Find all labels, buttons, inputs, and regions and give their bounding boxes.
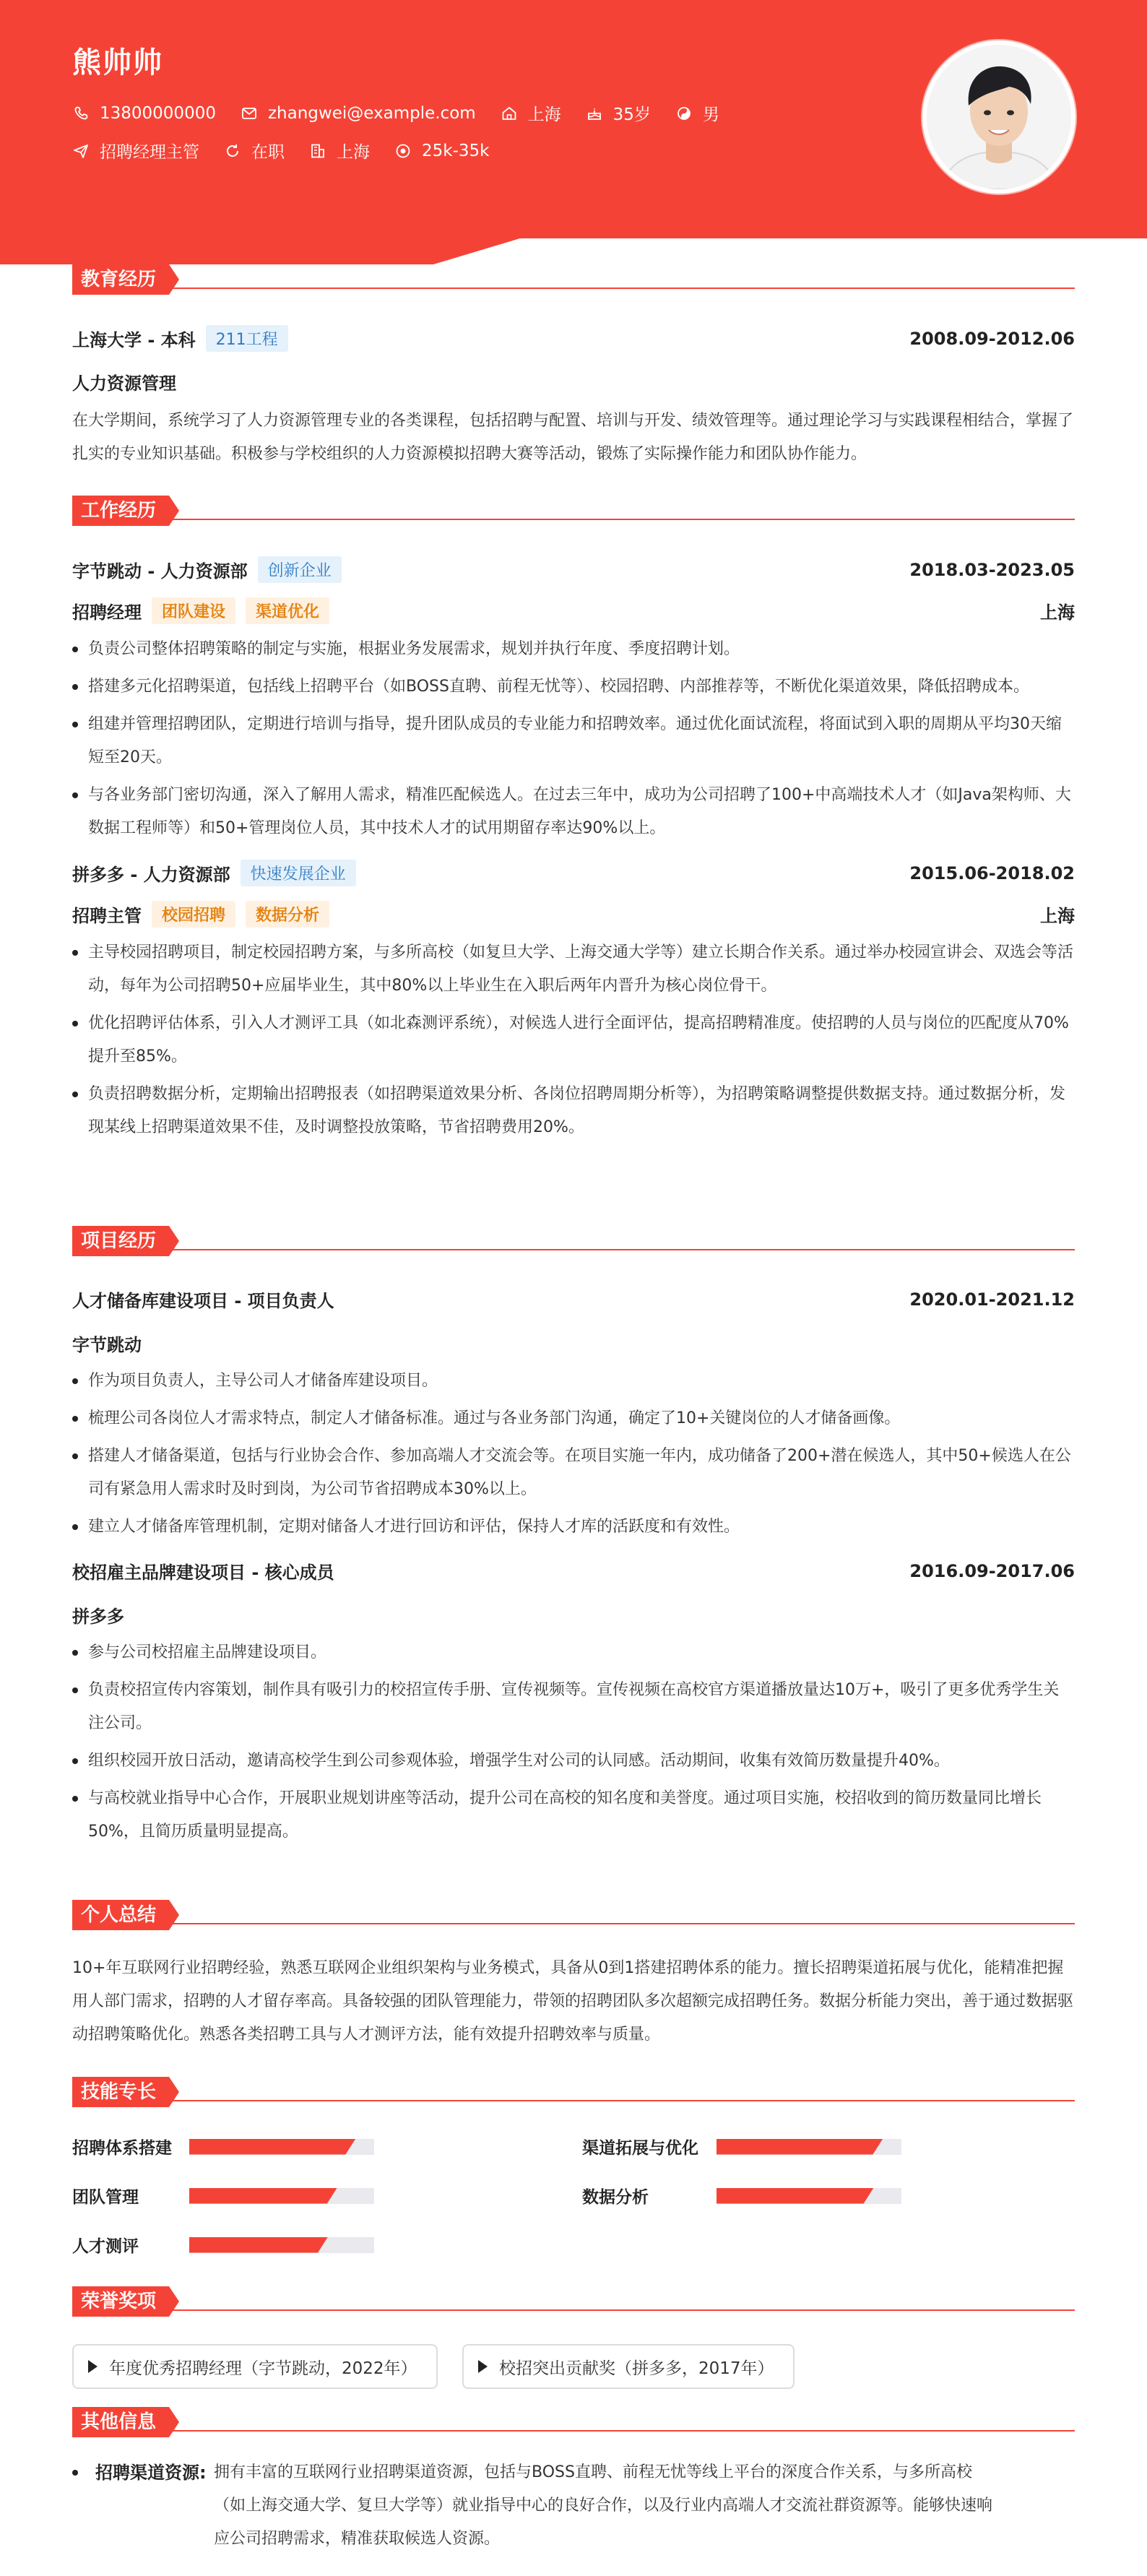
skill-fill: [189, 2237, 328, 2253]
section-header: [72, 496, 1075, 527]
gender-text: 男: [702, 105, 719, 124]
skill-fill: [189, 2139, 355, 2155]
education-section: [72, 264, 1075, 471]
award-card: [462, 2344, 795, 2389]
work-section: [72, 496, 1075, 1149]
list-item: 梳理公司各岗位人才需求特点，制定人才储备标准。通过与各业务部门沟通，确定了10+关键岗位的人才储备画像。: [72, 1402, 1075, 1435]
avatar: [922, 40, 1075, 194]
role-name: 招聘主管: [72, 906, 142, 926]
triangle-icon: [478, 2360, 488, 2373]
section-title: 工作经历: [72, 496, 169, 526]
project-title: 人才储备库建设项目 - 项目负责人: [72, 1291, 334, 1311]
work-role-row: [72, 597, 1075, 624]
skill-bar: [189, 2139, 374, 2155]
project-org: 字节跳动: [72, 1335, 142, 1355]
skill-item: [72, 2233, 374, 2257]
age-item: [586, 101, 651, 125]
company-badge: 快速发展企业: [241, 860, 356, 886]
section-title: 其他信息: [72, 2407, 169, 2437]
resume-header: [0, 0, 1147, 267]
target-city-item: [309, 139, 370, 163]
location-text: 上海: [527, 105, 561, 124]
other-line: 拥有丰富的互联网行业招聘渠道资源，包括与BOSS直聘、前程无忧等线上平台的深度合作关系，与多所高校: [214, 2463, 972, 2481]
company-name: 字节跳动 - 人力资源部: [72, 561, 248, 582]
role-tag: 团队建设: [152, 597, 235, 624]
section-divider: [72, 2309, 1075, 2311]
role-name: 招聘经理: [72, 602, 142, 623]
role-tag: 渠道优化: [246, 597, 329, 624]
summary-section: [72, 1900, 1075, 2052]
section-title: 教育经历: [72, 264, 169, 295]
section-title: 个人总结: [72, 1900, 169, 1930]
list-item: 组织校园开放日活动，邀请高校学生到公司参观体验，增强学生对公司的认同感。活动期间，收集有效简历数量提升40%。: [72, 1745, 1075, 1778]
section-header: [72, 2286, 1075, 2318]
bullet-dot: [72, 2470, 78, 2476]
skill-item: [72, 2184, 374, 2208]
target-position-item: [72, 139, 199, 163]
education-description: 在大学期间，系统学习了人力资源管理专业的各类课程，包括招聘与配置、培训与开发、绩效管理等。通过理论学习与实践课程相结合，掌握了扎实的专业知识基础。积极参与学校组织的人力资源模拟招聘大赛等活动，锻炼了实际操作能力和团队协作能力。: [72, 412, 1074, 463]
email-item: [241, 104, 476, 123]
list-item: 搭建人才储备渠道，包括与行业协会合作、参加高端人才交流会等。在项目实施一年内，成功储备了200+潜在候选人，其中50+候选人在公司有紧急用人需求时及时到岗，为公司节省招聘成本30%以上。: [72, 1440, 1075, 1506]
skill-item: [72, 2135, 374, 2158]
skill-name: 团队管理: [72, 2188, 139, 2207]
skill-fill: [717, 2139, 883, 2155]
gender-icon: [675, 105, 693, 122]
list-item: 负责公司整体招聘策略的制定与实施，根据业务发展需求，规划并执行年度、季度招聘计划。: [72, 633, 1075, 666]
skill-item: [582, 2135, 901, 2158]
skill-name: 招聘体系搭建: [72, 2139, 172, 2158]
status-item: [224, 139, 285, 163]
skills-section: [72, 2077, 1075, 2272]
cake-icon: [586, 105, 603, 122]
list-item: 与高校就业指导中心合作，开展职业规划讲座等活动，提升公司在高校的知名度和美誉度。通过项目实施，校招收到的简历数量同比增长50%，且简历质量明显提高。: [72, 1782, 1075, 1849]
project-bullets: [72, 1636, 1075, 1849]
building-icon: [309, 142, 326, 160]
section-header: [72, 2407, 1075, 2439]
section-divider: [72, 1923, 1075, 1924]
section-divider: [72, 519, 1075, 520]
skill-bar: [189, 2188, 374, 2204]
work-company-row: [72, 556, 1075, 583]
coin-icon: [394, 142, 412, 160]
triangle-icon: [88, 2360, 98, 2373]
location-item: [501, 101, 561, 125]
skill-fill: [717, 2188, 874, 2204]
target-city-text: 上海: [337, 143, 370, 162]
skill-name: 人才测评: [72, 2237, 139, 2256]
target-position-text: 招聘经理主管: [100, 143, 199, 162]
other-line: （如上海交通大学、复旦大学等）就业指导中心的良好合作，以及行业内高端人才交流社群资源等。能够快速响: [214, 2497, 993, 2515]
award-text: 校招突出贡献奖（拼多多，2017年）: [499, 2359, 774, 2378]
section-divider: [72, 2100, 1075, 2101]
skill-name: 渠道拓展与优化: [582, 2139, 698, 2158]
work-bullets: [72, 633, 1075, 845]
award-card: [72, 2344, 438, 2389]
work-city: 上海: [1040, 906, 1075, 926]
candidate-name: 熊帅帅: [72, 46, 163, 79]
section-divider: [72, 1249, 1075, 1250]
role-tag: 数据分析: [246, 901, 329, 928]
section-header: [72, 2077, 1075, 2109]
list-item: 优化招聘评估体系，引入人才测评工具（如北森测评系统），对候选人进行全面评估，提高招聘精准度。使招聘的人员与岗位的匹配度从70%提升至85%。: [72, 1007, 1075, 1073]
project-title-row: [72, 1558, 1075, 1583]
avatar-portrait: [927, 45, 1071, 189]
project-period: 2016.09-2017.06: [909, 1560, 1075, 1581]
project-bullets: [72, 1365, 1075, 1544]
list-item: 组建并管理招聘团队，定期进行培训与指导，提升团队成员的专业能力和招聘效率。通过优化面试流程，将面试到入职的周期从平均30天缩短至20天。: [72, 708, 1075, 774]
status-text: 在职: [251, 143, 285, 162]
skill-bar: [189, 2237, 374, 2253]
award-text: 年度优秀招聘经理（字节跳动，2022年）: [109, 2359, 417, 2378]
skill-bar: [717, 2139, 901, 2155]
project-period: 2020.01-2021.12: [909, 1289, 1075, 1310]
salary-item: [394, 142, 489, 160]
skill-fill: [189, 2188, 337, 2204]
list-item: 参与公司校招雇主品牌建设项目。: [72, 1636, 1075, 1669]
section-title: 荣誉奖项: [72, 2286, 169, 2317]
education-period: 2008.09-2012.06: [909, 328, 1075, 349]
work-role-row: [72, 901, 1075, 928]
company-badge: 创新企业: [258, 556, 342, 583]
list-item: 负责校招宣传内容策划，制作具有吸引力的校招宣传手册、宣传视频等。宣传视频在高校官方渠道播放量达10万+，吸引了更多优秀学生关注公司。: [72, 1674, 1075, 1740]
list-item: 负责招聘数据分析，定期输出招聘报表（如招聘渠道效果分析、各岗位招聘周期分析等），为招聘策略调整提供数据支持。通过数据分析，发现某线上招聘渠道效果不佳，及时调整投放策略，节省招聘费用20%。: [72, 1078, 1075, 1144]
section-divider: [72, 288, 1075, 289]
job-intent-row: [72, 139, 514, 163]
age-text: 35岁: [613, 105, 651, 124]
other-line: 应公司招聘需求，精准获取候选人资源。: [214, 2530, 501, 2548]
gender-item: [675, 101, 719, 125]
phone-item: [72, 104, 216, 123]
work-period: 2015.06-2018.02: [909, 863, 1075, 883]
project-title: 校招雇主品牌建设项目 - 核心成员: [72, 1563, 334, 1583]
list-item: 搭建多元化招聘渠道，包括线上招聘平台（如BOSS直聘、前程无忧等）、校园招聘、内部推荐等，不断优化渠道效果，降低招聘成本。: [72, 670, 1075, 704]
paper-plane-icon: [72, 142, 90, 160]
work-bullets: [72, 936, 1075, 1144]
work-company-row: [72, 860, 1075, 886]
role-tag: 校园招聘: [152, 901, 235, 928]
salary-text: 25k-35k: [422, 141, 490, 160]
work-city: 上海: [1040, 602, 1075, 623]
home-icon: [501, 105, 518, 122]
other-section: [72, 2407, 1075, 2566]
skill-item: [582, 2184, 901, 2208]
phone-icon: [72, 105, 90, 122]
other-label: 招聘渠道资源:: [95, 2463, 207, 2483]
skill-name: 数据分析: [582, 2188, 649, 2207]
mail-icon: [241, 105, 258, 122]
skill-bar: [717, 2188, 901, 2204]
section-header: [72, 1226, 1075, 1258]
section-title: 技能专长: [72, 2077, 169, 2107]
section-divider: [72, 2430, 1075, 2432]
list-item: 主导校园招聘项目，制定校园招聘方案，与多所高校（如复旦大学、上海交通大学等）建立长期合作关系。通过举办校园宣讲会、双选会等活动，每年为公司招聘50+应届毕业生，其中80%以上毕业生在入职后两年内晋升为核心岗位骨干。: [72, 936, 1075, 1003]
awards-section: [72, 2286, 1075, 2395]
section-title: 项目经历: [72, 1226, 169, 1256]
education-row: [72, 325, 1075, 352]
project-org: 拼多多: [72, 1607, 124, 1627]
list-item: 与各业务部门密切沟通，深入了解用人需求，精准匹配候选人。在过去三年中，成功为公司招聘了100+中高端技术人才（如Java架构师、大数据工程师等）和50+管理岗位人员，其中技术人才的试用期留存率达90%以上。: [72, 779, 1075, 845]
phone-text: 13800000000: [100, 103, 216, 123]
refresh-icon: [224, 142, 241, 160]
school-badge: 211工程: [206, 325, 288, 352]
work-period: 2018.03-2023.05: [909, 559, 1075, 580]
project-section: [72, 1226, 1075, 1853]
major-name: 人力资源管理: [72, 373, 176, 394]
school-name: 上海大学 - 本科: [72, 330, 196, 350]
company-name: 拼多多 - 人力资源部: [72, 865, 230, 885]
section-header: [72, 1900, 1075, 1932]
list-item: 作为项目负责人，主导公司人才储备库建设项目。: [72, 1365, 1075, 1398]
contact-row: [72, 101, 744, 125]
section-header: [72, 264, 1075, 296]
email-text: zhangwei@example.com: [267, 103, 476, 123]
list-item: 建立人才储备库管理机制，定期对储备人才进行回访和评估，保持人才库的活跃度和有效性。: [72, 1510, 1075, 1544]
summary-text: 10+年互联网行业招聘经验，熟悉互联网企业组织架构与业务模式，具备从0到1搭建招聘体系的能力。擅长招聘渠道拓展与优化，能精准把握用人部门需求，招聘的人才留存率高。具备较强的团队管理能力，带领的招聘团队多次超额完成招聘任务。数据分析能力突出，善于通过数据驱动招聘策略优化。熟悉各类招聘工具与人才测评方法，能有效提升招聘效率与质量。: [72, 1959, 1074, 2044]
project-title-row: [72, 1287, 1075, 1312]
